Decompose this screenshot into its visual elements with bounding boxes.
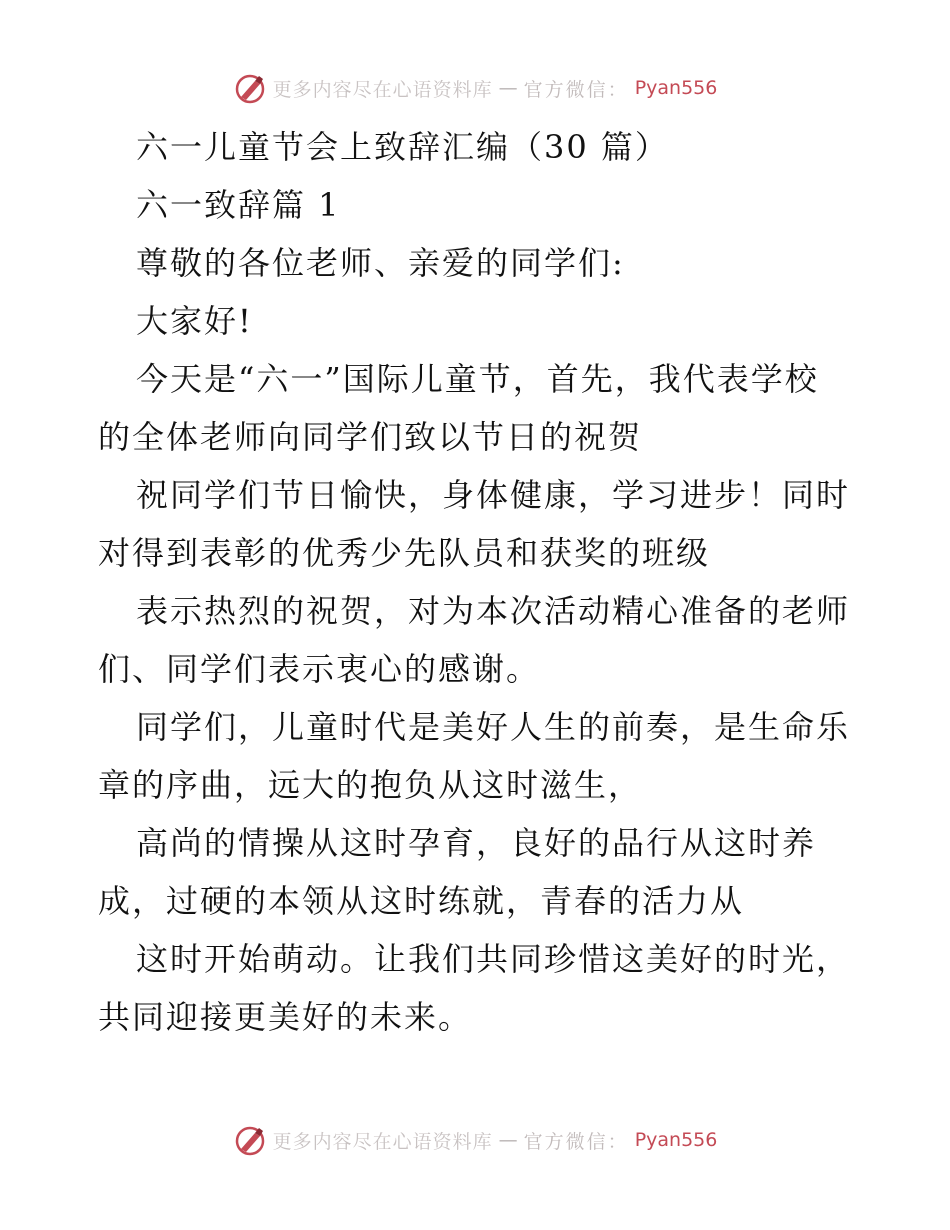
paragraph-line: 们、同学们表示衷心的感谢。 xyxy=(98,650,541,688)
paragraph-line: 对得到表彰的优秀少先队员和获奖的班级 xyxy=(98,534,711,572)
paragraph-line: 高尚的情操从这时孕育，良好的品行从这时养 xyxy=(136,824,817,862)
banner-account: Pyan556 xyxy=(634,1129,718,1151)
section-heading: 六一致辞篇 1 xyxy=(136,186,341,224)
banner-separator: — xyxy=(498,77,518,99)
banner-official-label: 官方微信： xyxy=(523,1130,629,1153)
paragraph-line: 这时开始萌动。让我们共同珍惜这美好的时光， xyxy=(136,940,851,978)
pen-logo-icon xyxy=(233,71,267,105)
document-body xyxy=(98,118,858,1046)
banner-separator: — xyxy=(498,1129,518,1151)
banner-main-text: 更多内容尽在心语资料库 xyxy=(272,1130,493,1153)
paragraph-line: 今天是“六一”国际儿童节，首先，我代表学校 xyxy=(136,360,819,398)
paragraph-line: 的全体老师向同学们致以节日的祝贺 xyxy=(98,418,643,456)
banner-account: Pyan556 xyxy=(634,77,718,99)
salutation: 尊敬的各位老师、亲爱的同学们: xyxy=(136,244,625,282)
greeting: 大家好! xyxy=(136,302,253,340)
paragraph-line: 成，过硬的本领从这时练就，青春的活力从 xyxy=(98,882,745,920)
paragraph-line: 共同迎接更美好的未来。 xyxy=(98,998,473,1036)
paragraph-line: 章的序曲，远大的抱负从这时滋生， xyxy=(98,766,643,804)
paragraph-line: 表示热烈的祝贺，对为本次活动精心准备的老师 xyxy=(136,592,851,630)
pen-logo-icon xyxy=(233,1123,267,1157)
paragraph-line: 祝同学们节日愉快，身体健康，学习进步！同时 xyxy=(136,476,851,514)
footer-watermark-banner xyxy=(0,1120,950,1160)
banner-official-label: 官方微信： xyxy=(523,78,629,101)
document-title: 六一儿童节会上致辞汇编（30 篇） xyxy=(136,128,669,166)
banner-main-text: 更多内容尽在心语资料库 xyxy=(272,78,493,101)
header-watermark-banner xyxy=(0,68,950,108)
paragraph-line: 同学们，儿童时代是美好人生的前奏，是生命乐 xyxy=(136,708,851,746)
